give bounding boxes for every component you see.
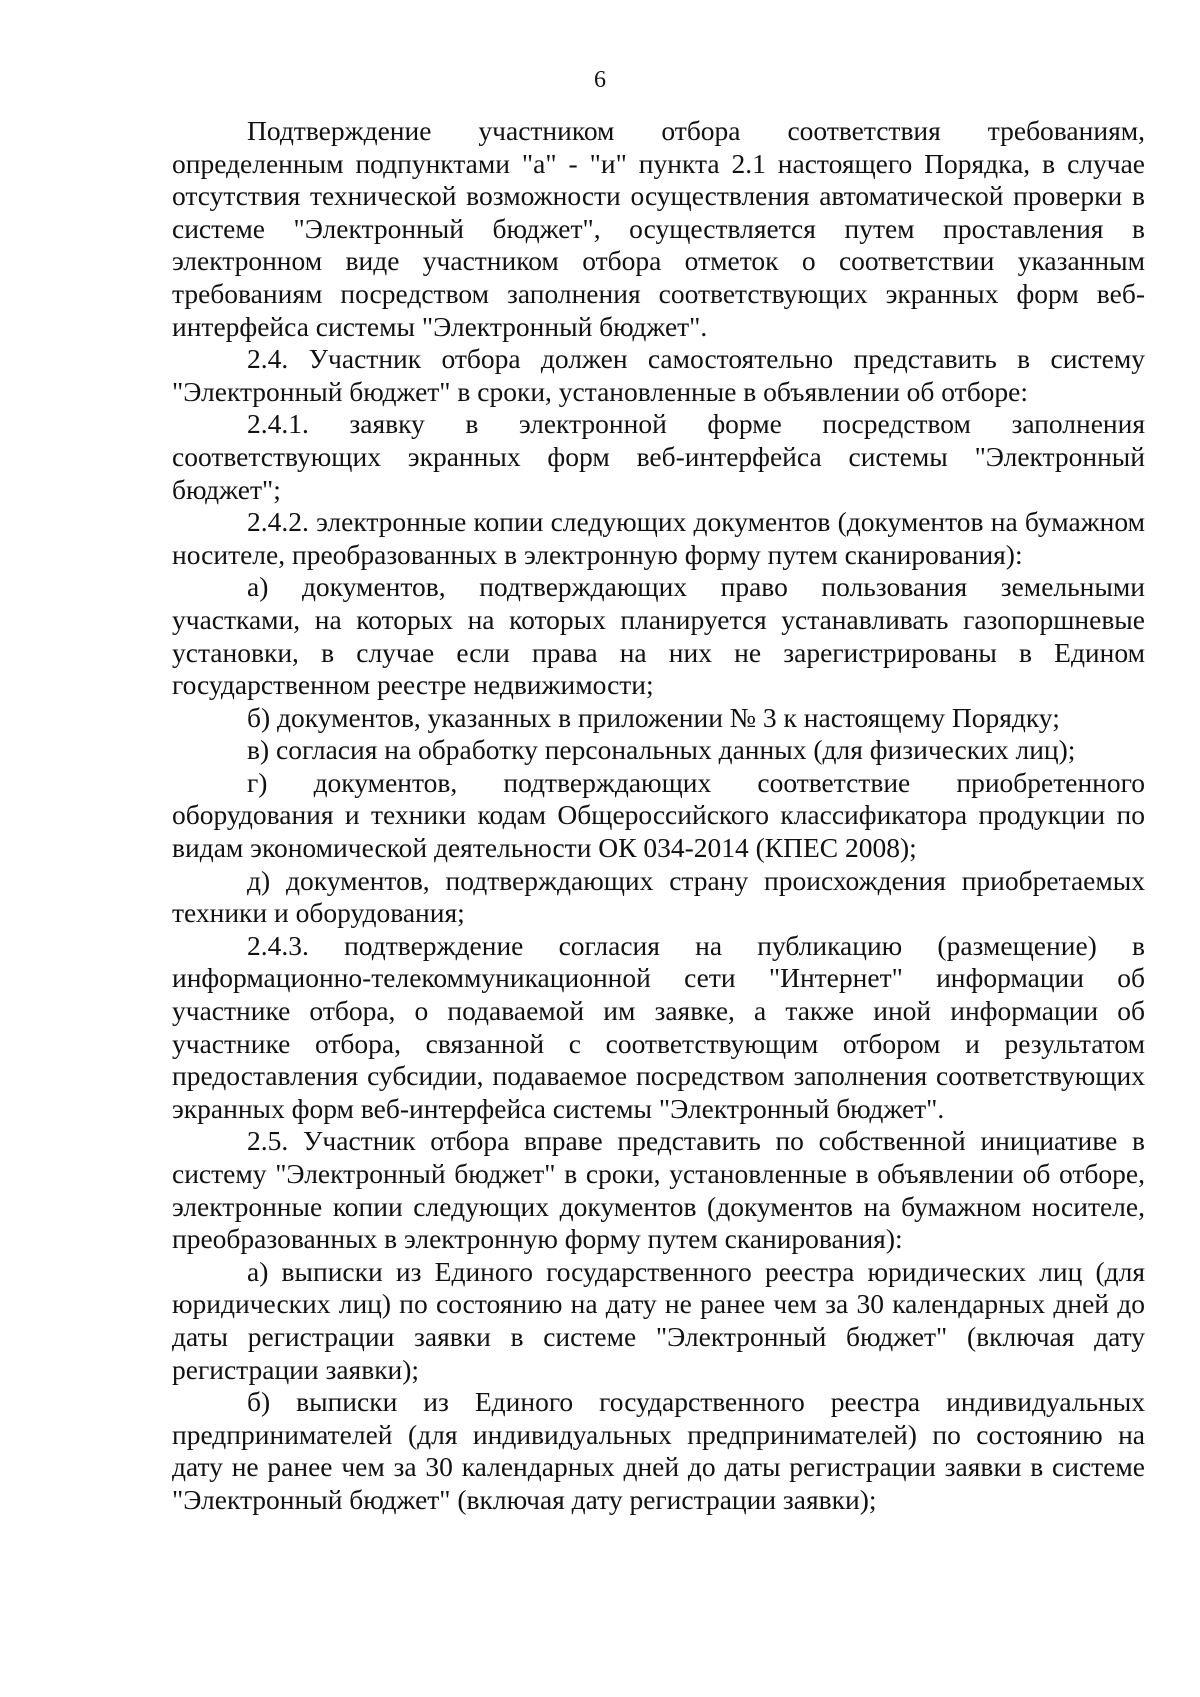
list-item-g-classifier-codes: г) документов, подтверждающих соответствие приобретенного оборудования и техники кодам Общероссийского классификатора продукции по видам экономической деятельности ОК 034-2014 (КПЕС 2008); xyxy=(172,766,1145,864)
list-item-a-land-rights: а) документов, подтверждающих право пользования земельными участками, на которых на которых планируется устанавливать газопоршневые установки, в случае если права на них не зарегистрированы в Едином государственном реестре недвижимости; xyxy=(172,571,1145,701)
document-body xyxy=(172,115,1145,1517)
paragraph-2-4: 2.4. Участник отбора должен самостоятельно представить в систему "Электронный бюджет" в сроки, установленные в объявлении об отборе: xyxy=(172,343,1145,407)
paragraph-2-4-1: 2.4.1. заявку в электронной форме посредством заполнения соответствующих экранных форм веб-интерфейса системы "Электронный бюджет"; xyxy=(172,408,1145,505)
list-item-a-legal-entities-register: а) выписки из Единого государственного реестра юридических лиц (для юридических лиц) по состоянию на дату не ранее чем за 30 календарных дней до даты регистрации заявки в системе "Электронный бюджет" (включая дату регистрации заявки); xyxy=(172,1255,1145,1385)
list-item-b-appendix-3: б) документов, указанных в приложении № 3 к настоящему Порядку; xyxy=(247,701,1060,733)
list-item-d-origin-country: д) документов, подтверждающих страну происхождения приобретаемых техники и оборудования; xyxy=(172,864,1145,929)
list-item-b-entrepreneurs-register: б) выписки из Единого государственного реестра индивидуальных предпринимателей (для индивидуальных предпринимателей) по состоянию на дату не ранее чем за 30 календарных дней до даты регистрации заявки в системе "Электронный бюджет" (включая дату регистрации заявки); xyxy=(172,1386,1145,1515)
list-item-v-personal-data: в) согласия на обработку персональных данных (для физических лиц); xyxy=(247,734,1076,766)
paragraph-2-5: 2.5. Участник отбора вправе представить по собственной инициативе в систему "Электронный бюджет" в сроки, установленные в объявлении об отборе, электронные копии следующих документов (документов на бумажном носителе, преобразованных в электронную форму путем сканирования): xyxy=(172,1125,1145,1255)
paragraph-2-4-2: 2.4.2. электронные копии следующих документов (документов на бумажном носителе, преобразованных в электронную форму путем сканирования): xyxy=(172,506,1145,570)
paragraph-confirmation: Подтверждение участником отбора соответствия требованиям, определенным подпунктами "а" - "и" пункта 2.1 настоящего Порядка, в случае отсутствия технической возможности осуществления автоматической проверки в системе "Электронный бюджет", осуществляется путем проставления в электронном виде участником отбора отметок о соответствии указанным требованиям посредством заполнения соответствующих экранных форм веб-интерфейса системы "Электронный бюджет". xyxy=(172,115,1145,342)
page-number: 6 xyxy=(594,67,606,93)
paragraph-2-4-3: 2.4.3. подтверждение согласия на публикацию (размещение) в информационно-телекоммуникационной сети "Интернет" информации об участнике отбора, о подаваемой им заявке, а также иной информации об участнике отбора, связанной с соответствующим отбором и результатом предоставления субсидии, подаваемое посредством заполнения соответствующих экранных форм веб-интерфейса системы "Электронный бюджет". xyxy=(172,929,1145,1124)
